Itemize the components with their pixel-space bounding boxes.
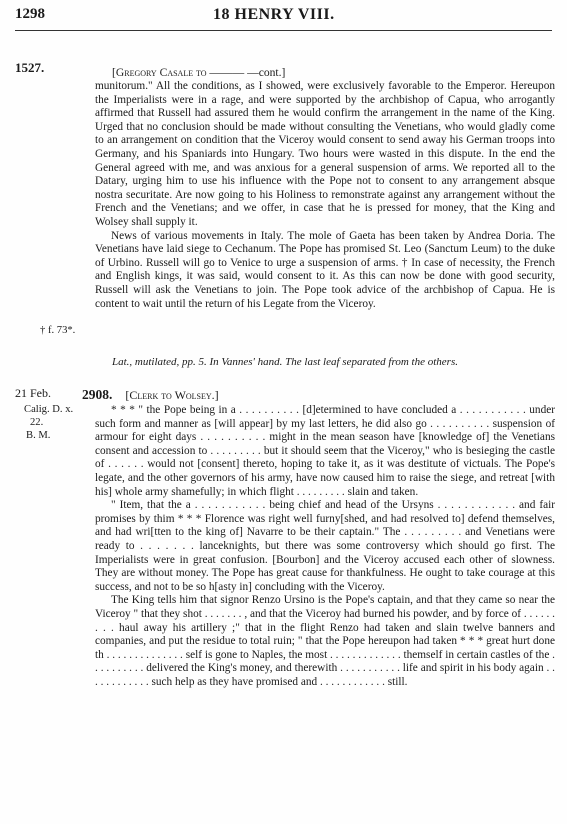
heading-prefix: [Gregory Casale to: [112, 66, 207, 79]
entry2-paragraph: The King tells him that signor Renzo Ursino is the Pope's captain, and that they came so near the Viceroy " that they shot . . . . . . . , and that the Viceroy had burned his powder, and by force of . . . . . . . . . haul away his artillery ;" that in the flight Renzo had taken and slain twelve banners and companies, and put the residue to total ruin; " that the Pope hereupon had taken * * * great hurt done th . . . . . . . . . . . . . . self is gone to Naples, the most . . . . . . . . . . . . . themself in certain castles of the . . . . . . . . . . delivered the King's money, and therewith . . . . . . . . . . . life and spirit in his body again . . . . . . . . . . . . such help as they have promised and . . . . . . . . . . . . still.: [95, 594, 555, 688]
running-head: 18 HENRY VIII.: [213, 6, 335, 23]
entry-number: 2908.: [82, 387, 113, 402]
entry2-paragraph: " Item, that the a . . . . . . . . . . . being chief and head of the Ursyns . . . . . . . . . . . . and fair promises by thim * * * Florence was right well furny[shed, and had resolved to] defend themselves, and had wri[tten to the king of] Navarre to be their captain." The . . . . . . . . . and Venetians were ready to . . . . . . . lanceknights, but there was some controversy which should go first. The Imperialists were in great confusion. [Bourbon] and the Viceroy accused each other of slowness. They are without money. The Pope has great cause for thankfulness. He ought to take courage at this success, and not to be so h[asty in] concluding with the Viceroy.: [95, 499, 555, 593]
entry-ref-3: B. M.: [26, 430, 51, 441]
entry2-body: [95, 404, 555, 689]
entry-ref-2: 22.: [30, 417, 44, 428]
entry1-paragraph: News of various movements in Italy. The mole of Gaeta has been taken by Andrea Doria. The Venetians have laid siege to Cechanum. The Pope has promised St. Leo (Sanctum Leum) to the duke of Urbino. Russell will go to Venice to urge a suspension of arms. † In case of necessity, the French and English kings, it was said, would consent to it. As this can now be done with good security, Russell will ask the Venetians to join. The Pope took advice of the archbishop of Capua. He is content to wait until the return of his Legate from the Viceroy.: [95, 229, 555, 310]
source-note: Lat., mutilated, pp. 5. In Vannes' hand. The last leaf separated from the others.: [112, 356, 458, 368]
entry-date: 21 Feb.: [15, 386, 51, 400]
entry-ref-1: Calig. D. x.: [24, 404, 74, 415]
entry1-body: [95, 80, 555, 311]
entry2-heading: [82, 387, 219, 403]
heading-suffix: ——— —cont.]: [209, 66, 286, 79]
entry2-paragraph: * * * " the Pope being in a . . . . . . . . . . [d]etermined to have concluded a . . . . . . . . . . . under such form and manner as [will appear] by my last letters, he did also go . . . . . . . . . . suspension of armour for eight days . . . . . . . . . . might in the mean season have [knowledge of] the Venetians consent and accession to . . . . . . . . . but it should seem that the Viceroy," who is besieging the castle of . . . . . . would not [consent] thereto, hoping to take it, as it was destitute of victuals. The Pope's legate, and the other governors of his army, have now caused him to raise the siege, and retreat [with his] whole army shamefully; in which flight . . . . . . . . . slain and taken.: [95, 404, 555, 498]
year-marker: 1527.: [15, 60, 45, 75]
header-rule: [15, 30, 552, 31]
watermark: [510, 60, 550, 760]
entry-title: [Clerk to Wolsey.]: [125, 388, 219, 402]
entry-continuation-heading: [112, 66, 285, 79]
page-number: 1298: [15, 6, 45, 22]
entry1-paragraph: munitorum." All the conditions, as I showed, were exclusively favorable to the Emperor. Hereupon the Imperialists were in a rage, and were supported by the archbishop of Capua, who arrogantly affirmed that Russell had assured them he would confirm the arrangement in the name of the King. Urged that no conclusion should be made without consulting the Venetians, who would gladly come to an arrangement on condition that the Viceroy would consent to send away his German troops into Germany, and his Spaniards into Hungary. Two hours were wasted in this dispute. In the end the General agreed with me, and was anxious for a general suspension of arms. We reported all to the Datary, urging him to use his influence with the Pope not to consent to any arrangement absque nostra securitate. Are now going to his Holiness to remonstrate against any arrangement without the French and the Venetians; and we offer, in case that he is pressed for money, that the King and Wolsey shall supply it.: [95, 80, 555, 228]
margin-folio-note: † f. 73*.: [40, 325, 76, 336]
